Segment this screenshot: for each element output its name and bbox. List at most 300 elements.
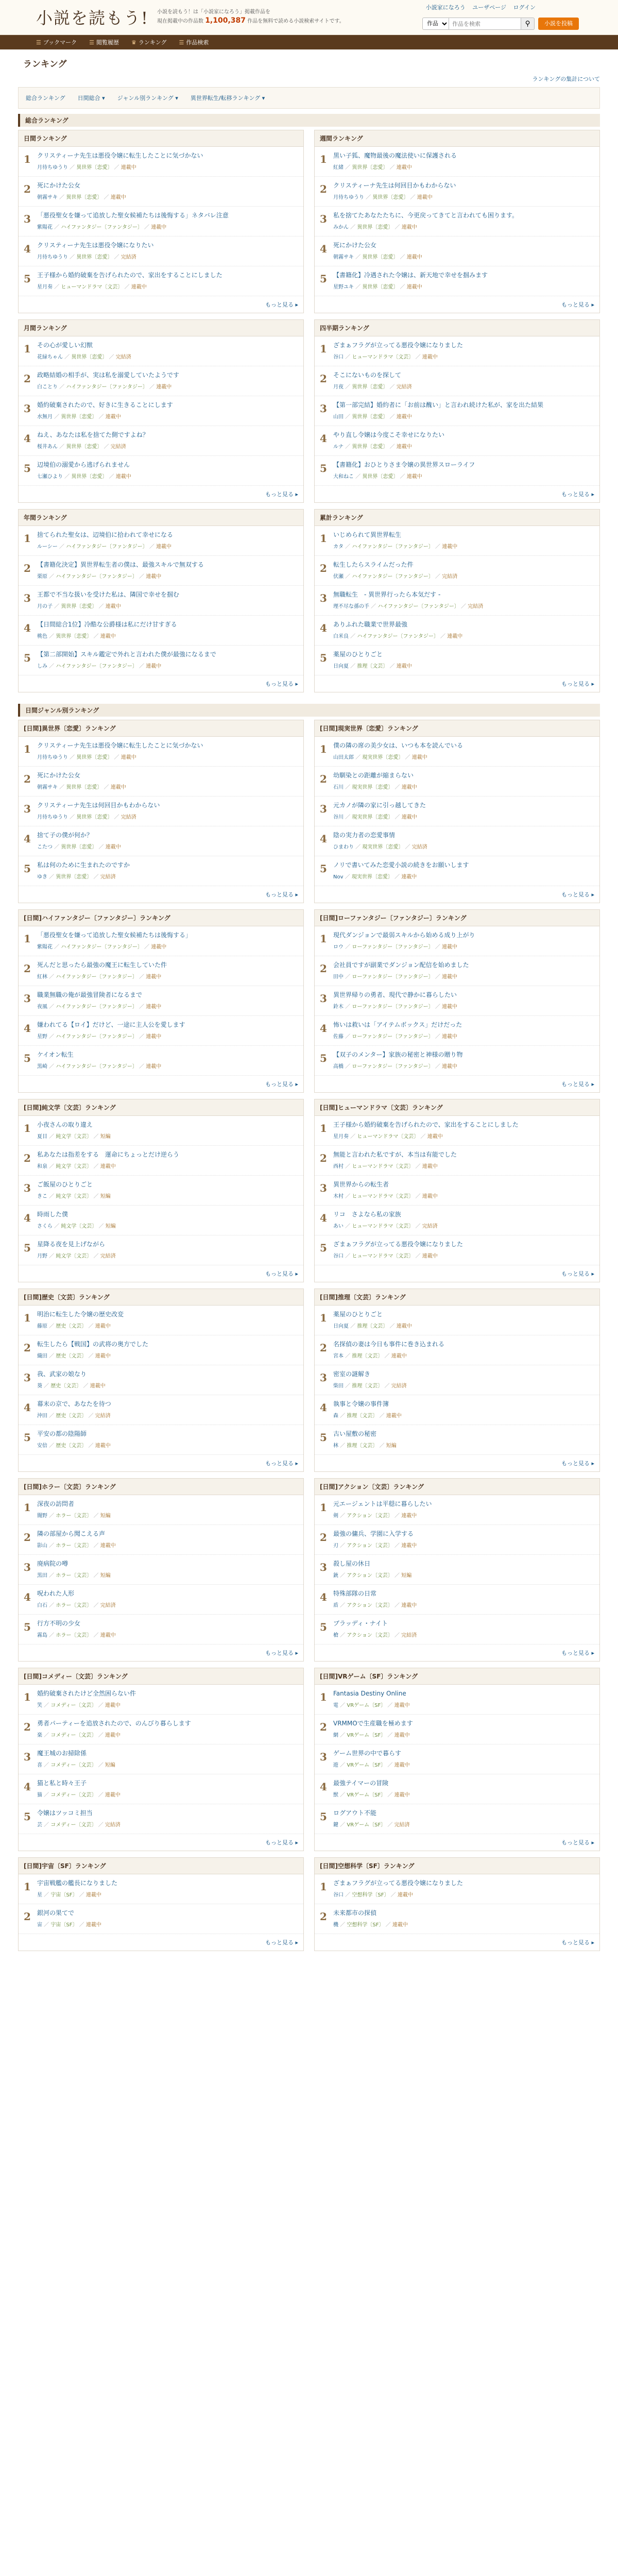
author-link[interactable]: 藤原 [37, 1324, 47, 1329]
more-link[interactable]: もっと見る ▸ [265, 1650, 298, 1656]
novel-title-link[interactable]: 捨てられた聖女は、辺境伯に拾われて幸せになる [37, 531, 174, 538]
author-link[interactable]: 闇野 [37, 1513, 47, 1519]
author-link[interactable]: さくら [37, 1224, 53, 1229]
more-link[interactable]: もっと見る ▸ [561, 891, 594, 898]
author-link[interactable]: 月の子 [37, 604, 53, 609]
author-link[interactable]: 紫陽花 [37, 225, 53, 230]
novel-title-link[interactable]: 捨て子の僕が何か？ [37, 832, 93, 839]
search-button[interactable] [521, 18, 535, 30]
novel-title-link[interactable]: 呪われた人形 [37, 1590, 75, 1597]
novel-title-link[interactable]: 転生したらスライムだった件 [333, 561, 414, 568]
novel-title-link[interactable]: ねえ、あなたは私を捨てた側ですよね？ [37, 431, 149, 438]
novel-title-link[interactable]: 我、武家の娘なり [37, 1370, 87, 1378]
status-label: 連載中 [85, 1892, 101, 1898]
novel-title-link[interactable]: 現代ダンジョンで最弱スキルから始める成り上がり [333, 931, 475, 939]
author-link[interactable]: 星 [37, 1892, 42, 1898]
author-link[interactable]: 山田 [333, 414, 344, 420]
rank-number: 1 [24, 343, 31, 355]
novel-title-link[interactable]: 王都で不当な扱いを受けた私は、隣国で幸せを掴む [37, 591, 180, 598]
author-link[interactable]: 山田太郎 [333, 755, 354, 760]
author-link[interactable]: 笑 [37, 1703, 42, 1708]
author-link[interactable]: ゆき [37, 874, 47, 880]
ranking-item [19, 1335, 303, 1365]
genre-label: ホラー〔文芸〕 [56, 1633, 92, 1638]
author-link[interactable]: みかん [333, 225, 349, 230]
ranking-item-body [333, 241, 594, 261]
novel-title-link[interactable]: 婚約破棄されたけど全然困らない件 [37, 1690, 136, 1697]
rank-number: 5 [320, 1431, 327, 1444]
novel-meta: 盾 ／ アクション〔文芸〕 ／ 連載中 [333, 1603, 417, 1608]
novel-title-link[interactable]: 特殊部隊の日常 [333, 1590, 377, 1597]
rank-number: 4 [24, 1591, 31, 1603]
toplink-userpage[interactable]: ユーザページ [472, 4, 507, 11]
ranking-item [19, 986, 303, 1016]
more-link[interactable]: もっと見る ▸ [265, 681, 298, 687]
nav-bookmark[interactable]: ☰ ブックマーク [36, 39, 77, 46]
novel-title-link[interactable]: 令嬢はツッコミ担当 [37, 1809, 93, 1817]
rank-number: 1 [24, 153, 31, 165]
ranking-box [18, 509, 304, 692]
novel-title-link[interactable]: 明治に転生した令嬢の歴史改変 [37, 1311, 124, 1318]
novel-title-link[interactable]: ノリで書いてみた恋愛小説の続きをお願いします [333, 861, 469, 869]
novel-title-link[interactable]: 元カノが隣の家に引っ越してきた [333, 802, 426, 809]
novel-title-link[interactable]: 無職転生 - 異世界行ったら本気だす - [333, 591, 441, 598]
genre-label: 異世界〔恋愛〕 [76, 755, 113, 760]
novel-title-link[interactable]: 辺境伯の溺愛から逃げられません [37, 461, 130, 468]
novel-title-link[interactable]: 私あなたは指差をする 運命にちょっとだけ逆らう [37, 1151, 180, 1158]
novel-title-link[interactable]: 勇者パーティーを追放されたので、のんびり暮らします [37, 1720, 191, 1727]
ranking-item [19, 266, 303, 296]
novel-title-link[interactable]: いじめられて異世界転生 [333, 531, 402, 538]
ranking-item-body [37, 1150, 298, 1171]
author-link[interactable]: 日向夏 [333, 1324, 349, 1329]
novel-title-link[interactable]: ざまぁフラグが立ってる悪役令嬢になりました [333, 1879, 464, 1887]
novel-title-link[interactable]: 銀河の果てで [37, 1909, 75, 1917]
novel-title-link[interactable]: 僕の隣の席の美少女は、いつも本を読んでいる [333, 742, 464, 749]
author-link[interactable]: 水無月 [37, 414, 53, 420]
author-link[interactable]: 夜風 [37, 1004, 47, 1010]
nav-ranking[interactable]: ♛ ランキング [131, 39, 167, 46]
author-link[interactable]: ロウ [333, 944, 344, 950]
author-link[interactable]: 朝霧サキ [37, 785, 58, 790]
rank-number: 2 [320, 1531, 327, 1544]
author-link[interactable]: 木村 [333, 1194, 344, 1199]
status-label: 連載中 [442, 1064, 458, 1070]
novel-title-link[interactable]: 平安の都の陰陽師 [37, 1430, 87, 1437]
ranking-item [315, 956, 599, 986]
novel-meta: 月夜 ／ 異世界〔恋愛〕 ／ 完結済 [333, 384, 412, 390]
novel-title-link[interactable]: ブラッディ・ナイト [333, 1620, 388, 1627]
novel-title-link[interactable]: 幕末の京で、あなたを待つ [37, 1400, 111, 1408]
genre-label: 異世界〔恋愛〕 [352, 384, 388, 390]
author-link[interactable]: 猫 [37, 1792, 42, 1798]
novel-title-link[interactable]: 王子様から婚約破棄を告げられたので、家出をすることにしました [333, 1121, 519, 1128]
status-label: 連載中 [394, 1703, 410, 1708]
author-link[interactable]: 白米良 [333, 634, 349, 639]
author-link[interactable]: 安倍 [37, 1443, 47, 1449]
novel-title-link[interactable]: 職業無職の俺が最強冒険者になるまで [37, 991, 143, 998]
ranking-item [19, 1804, 303, 1834]
ranking-box [18, 1099, 304, 1282]
novel-title-link[interactable]: 政略結婚の相手が、実は私を溺愛していたようです [37, 371, 180, 379]
author-link[interactable]: 日向夏 [333, 664, 349, 669]
novel-title-link[interactable]: リコ さよなら私の家族 [333, 1211, 401, 1218]
more-link[interactable]: もっと見る ▸ [561, 301, 594, 308]
ranking-box-title: [日間]異世界〔恋愛〕ランキング [19, 720, 303, 737]
filter-overall[interactable]: 総合ランキング [26, 95, 65, 101]
novel-meta: 剣 ／ アクション〔文芸〕 ／ 連載中 [333, 1513, 417, 1519]
novel-title-link[interactable]: 異世界帰りの勇者、現代で静かに暮らしたい [333, 991, 457, 998]
more-link[interactable]: もっと見る ▸ [561, 491, 594, 498]
site-logo[interactable]: 小説を読もう! [36, 8, 149, 28]
genre-label: ヒューマンドラマ〔文芸〕 [352, 354, 414, 360]
novel-title-link[interactable]: 死にかけた公女 [37, 182, 81, 189]
novel-title-link[interactable]: 王子様から婚約破棄を告げられたので、家出をすることにしました [37, 272, 222, 279]
novel-title-link[interactable]: 【第二部開始】スキル鑑定で外れと言われた僕が最強になるまで [37, 651, 216, 658]
novel-title-link[interactable]: 隣の部屋から聞こえる声 [37, 1530, 106, 1537]
novel-title-link[interactable]: 密室の謎解き [333, 1370, 371, 1378]
author-link[interactable]: 石川 [333, 785, 344, 790]
author-link[interactable]: 栗原 [37, 574, 47, 580]
novel-meta: 安倍 ／ 歴史〔文芸〕 ／ 連載中 [37, 1443, 111, 1449]
novel-title-link[interactable]: クリスティーナ先生は何回目かもわからない [333, 182, 456, 189]
more-link[interactable]: もっと見る ▸ [265, 1939, 298, 1946]
more-link[interactable]: もっと見る ▸ [561, 1460, 594, 1467]
novel-title-link[interactable]: 古い屋敷の秘密 [333, 1430, 377, 1437]
novel-title-link[interactable]: 「悪役聖女を嫌って追放した聖女候補たちは後悔する」 [37, 931, 192, 939]
novel-title-link[interactable]: 星降る夜を見上げながら [37, 1241, 106, 1248]
ranking-item [19, 1744, 303, 1774]
author-link[interactable]: 白ことり [37, 384, 58, 390]
status-label: 連載中 [396, 165, 412, 171]
ranking-item [315, 1365, 599, 1395]
genre-label: ヒューマンドラマ〔文芸〕 [352, 1253, 414, 1259]
genre-label: コメディー〔文芸〕 [50, 1822, 97, 1828]
author-link[interactable]: 盾 [333, 1603, 338, 1608]
author-link[interactable]: 霧島 [37, 1633, 47, 1638]
novel-title-link[interactable]: 怖いは救いは「アイテムボックス」だけだった [333, 1021, 462, 1028]
author-link[interactable]: 機 [333, 1922, 338, 1928]
more-link[interactable]: もっと見る ▸ [265, 891, 298, 898]
ranking-item-body [333, 831, 594, 851]
genre-label: VRゲーム〔SF〕 [347, 1792, 386, 1798]
author-link[interactable]: 芸 [37, 1822, 42, 1828]
author-link[interactable]: こたつ [37, 844, 53, 850]
novel-title-link[interactable]: ご飯屋のひとりごと [37, 1181, 93, 1188]
novel-title-link[interactable]: 幼馴染との距離が縮まらない [333, 772, 414, 779]
novel-title-link[interactable]: 異世界からの転生者 [333, 1181, 389, 1188]
more-link[interactable]: もっと見る ▸ [561, 681, 594, 687]
search-input[interactable] [449, 18, 521, 30]
novel-title-link[interactable]: 薬屋のひとりごと [333, 651, 383, 658]
author-link[interactable]: 槍 [333, 1633, 338, 1638]
author-link[interactable]: 電 [333, 1703, 338, 1708]
novel-title-link[interactable]: 魔王城のお掃除係 [37, 1750, 87, 1757]
author-link[interactable]: 黒崎 [37, 1064, 47, 1070]
novel-title-link[interactable]: 薬屋のひとりごと [333, 1311, 383, 1318]
author-link[interactable]: ルーシー [37, 544, 58, 550]
novel-title-link[interactable]: 死にかけた公女 [333, 242, 377, 249]
author-link[interactable]: ひまわり [333, 844, 354, 850]
novel-title-link[interactable]: やり直し令嬢は今度こそ幸せになりたい [333, 431, 445, 438]
novel-title-link[interactable]: 死んだと思ったら最強の魔王に転生していた件 [37, 961, 167, 969]
author-link[interactable]: 夏目 [37, 1134, 47, 1140]
author-link[interactable]: あい [333, 1224, 344, 1229]
author-link[interactable]: Nov [333, 874, 344, 880]
novel-title-link[interactable]: 【第一部完結】婚約者に「お前は醜い」と言われ続けた私が、家を出た結果 [333, 401, 544, 409]
search-type-select[interactable] [422, 18, 449, 30]
more-link[interactable]: もっと見る ▸ [561, 1939, 594, 1946]
novel-title-link[interactable]: 執事と令嬢の事件簿 [333, 1400, 389, 1408]
more-link[interactable]: もっと見る ▸ [561, 1650, 594, 1656]
author-link[interactable]: 宮本 [333, 1353, 344, 1359]
author-link[interactable]: 西村 [333, 1164, 344, 1170]
ranking-item-body [333, 1240, 594, 1260]
more-link[interactable]: もっと見る ▸ [561, 1839, 594, 1846]
author-link[interactable]: 和泉 [37, 1164, 47, 1170]
novel-title-link[interactable]: 【日間総合1位】冷酷な公爵様は私にだけ甘すぎる [37, 621, 177, 628]
ranking-item [315, 1395, 599, 1425]
rank-number: 1 [320, 1501, 327, 1514]
novel-title-link[interactable]: 行方不明の少女 [37, 1620, 81, 1627]
novel-meta: 佐藤 ／ ローファンタジー〔ファンタジー〕 ／ 連載中 [333, 1034, 458, 1040]
ranking-box-title: 累計ランキング [315, 510, 599, 526]
filter-isekai[interactable]: 異世界転生/転移ランキング ▾ [190, 95, 265, 101]
novel-title-link[interactable]: 【書籍化】冷遇された令嬢は、新天地で幸せを掴みます [333, 272, 488, 279]
author-link[interactable]: 紅緒 [333, 165, 344, 171]
ranking-box-title: [日間]現実世界〔恋愛〕ランキング [315, 720, 599, 737]
author-link[interactable]: 織田 [37, 1353, 47, 1359]
novel-title-link[interactable]: 陰の実力者の恋愛事情 [333, 832, 396, 839]
novel-title-link[interactable]: 黒い子狐、魔物最後の魔法使いに保護される [333, 152, 457, 159]
novel-title-link[interactable]: その心が愛しい幻獣 [37, 342, 93, 349]
ranking-item-body [37, 1530, 298, 1550]
novel-meta: 日向夏 ／ 推理〔文芸〕 ／ 連載中 [333, 1324, 412, 1329]
status-label: 連載中 [146, 1064, 162, 1070]
novel-title-link[interactable]: クリスティーナ先生は悪役令嬢に転生したことに気づかない [37, 152, 203, 159]
author-link[interactable]: 月野 [37, 1253, 47, 1259]
novel-title-link[interactable]: 死にかけた公女 [37, 772, 81, 779]
rank-number: 5 [24, 462, 31, 474]
genre-label: ハイファンタジー〔ファンタジー〕 [56, 1034, 138, 1040]
ranking-item-body [333, 1121, 594, 1141]
novel-title-link[interactable]: ケイオン転生 [37, 1051, 74, 1058]
author-link[interactable]: 谷口 [333, 1253, 344, 1259]
author-link[interactable]: 月待ちゆうり [333, 195, 364, 200]
rank-number: 1 [320, 153, 327, 165]
more-row [19, 1645, 303, 1661]
post-novel-button[interactable]: 小説を投稿 [538, 18, 579, 30]
more-link[interactable]: もっと見る ▸ [561, 1081, 594, 1088]
author-link[interactable]: 月待ちゆうり [37, 755, 68, 760]
novel-title-link[interactable]: ゲーム世界の中で暮らす [333, 1750, 402, 1757]
author-link[interactable]: 沖田 [37, 1413, 47, 1419]
filter-daily[interactable]: 日間総合 ▾ [77, 95, 105, 101]
ranking-item-body [37, 991, 298, 1011]
status-label: 連載中 [392, 1922, 408, 1928]
more-link[interactable]: もっと見る ▸ [265, 301, 298, 308]
author-link[interactable]: カタ [333, 544, 344, 550]
author-link[interactable]: 葵 [37, 1383, 42, 1389]
novel-title-link[interactable]: 嫌われてる【ロイ】だけど、一途に主人公を愛します [37, 1021, 185, 1028]
author-link[interactable]: 桜井あん [37, 444, 58, 450]
genre-label: 現実世界〔恋愛〕 [352, 815, 393, 820]
novel-title-link[interactable]: 【書籍化】おひとりさま令嬢の異世界スローライフ [333, 461, 475, 468]
author-link[interactable]: 朝霧サキ [333, 255, 354, 260]
author-link[interactable]: 柴田 [333, 1383, 344, 1389]
novel-title-link[interactable]: 最強テイマーの冒険 [333, 1780, 389, 1787]
more-link[interactable]: もっと見る ▸ [265, 1460, 298, 1467]
author-link[interactable]: 森 [333, 1413, 338, 1419]
status-label: 連載中 [90, 1383, 106, 1389]
more-link[interactable]: もっと見る ▸ [265, 1270, 298, 1277]
author-link[interactable]: 黒田 [37, 1573, 47, 1579]
author-link[interactable]: 月待ちゆうり [37, 165, 68, 171]
author-link[interactable]: 高橋 [333, 1064, 344, 1070]
author-link[interactable]: しみ [37, 664, 47, 669]
author-link[interactable]: 星野 [37, 1034, 47, 1040]
genre-label: 歴史〔文芸〕 [50, 1383, 82, 1389]
status-label: 連載中 [422, 1253, 438, 1259]
more-link[interactable]: もっと見る ▸ [561, 1270, 594, 1277]
novel-title-link[interactable]: 名探偵の妻は今日も事件に巻き込まれる [333, 1341, 445, 1348]
author-link[interactable]: 花緑ちゃん [37, 354, 63, 360]
author-link[interactable]: 朝霧サキ [37, 195, 58, 200]
author-link[interactable]: 星月奏 [37, 284, 53, 290]
author-link[interactable]: 紅林 [37, 974, 47, 980]
ranking-about-link[interactable]: ランキングの集計について [532, 76, 600, 82]
novel-title-link[interactable]: 時雨した僕 [37, 1211, 68, 1218]
rank-number: 4 [24, 243, 31, 255]
author-link[interactable]: 林 [333, 1443, 338, 1449]
author-link[interactable]: 大和ねこ [333, 474, 354, 480]
author-link[interactable]: 星野ユキ [333, 284, 354, 290]
novel-title-link[interactable]: ログアウト不能 [333, 1809, 377, 1817]
nav-history[interactable]: ☰ 閲覧履歴 [89, 39, 119, 46]
author-link[interactable]: 谷口 [333, 1892, 344, 1898]
author-link[interactable]: 影山 [37, 1543, 47, 1549]
ranking-item [19, 1116, 303, 1146]
author-link[interactable]: 白石 [37, 1603, 47, 1608]
genre-label: 推理〔文芸〕 [357, 1324, 388, 1329]
ranking-box-title: [日間]ローファンタジー〔ファンタジー〕ランキング [315, 910, 599, 926]
novel-title-link[interactable]: 私を捨てたあなたたちに、今更戻ってきてと言われても困ります。 [333, 212, 519, 219]
author-link[interactable]: 七瀬ひより [37, 474, 63, 480]
author-link[interactable]: 剣 [333, 1513, 338, 1519]
novel-title-link[interactable]: Fantasia Destiny Online [333, 1690, 406, 1697]
novel-title-link[interactable]: VRMMOで生産職を極めます [333, 1720, 413, 1727]
author-link[interactable]: 谷口 [333, 354, 344, 360]
novel-title-link[interactable]: クリスティーナ先生は悪役令嬢に転生したことに気づかない [37, 742, 203, 749]
author-link[interactable]: 月待ちゆうり [37, 815, 68, 820]
status-label: 連載中 [100, 634, 116, 639]
status-label: 連載中 [442, 944, 458, 950]
novel-title-link[interactable]: 【書籍化決定】異世界転生者の僕は、最強スキルで無双する [37, 561, 204, 568]
ranking-item [19, 796, 303, 826]
novel-title-link[interactable]: 会社員ですが副業でダンジョン配信を始めました [333, 961, 469, 969]
novel-title-link[interactable]: 無能と言われた私ですが、本当は有能でした [333, 1151, 457, 1158]
more-link[interactable]: もっと見る ▸ [265, 491, 298, 498]
author-link[interactable]: 理不尽な孫の手 [333, 604, 369, 609]
status-label: 連載中 [100, 1543, 116, 1549]
novel-title-link[interactable]: ありふれた職業で世界最強 [333, 621, 408, 628]
novel-title-link[interactable]: 婚約破棄されたので、好きに生きることにします [37, 401, 173, 409]
novel-title-link[interactable]: 【双子のメンター】家族の秘密と神様の贈り物 [333, 1051, 463, 1058]
novel-title-link[interactable]: そこにないものを探して [333, 371, 402, 379]
ranking-item [315, 796, 599, 826]
author-link[interactable]: ルナ [333, 444, 344, 450]
toplink-login[interactable]: ログイン [513, 4, 536, 11]
rank-number: 4 [320, 1212, 327, 1224]
author-link[interactable]: 銃 [333, 1573, 338, 1579]
author-link[interactable]: 紫陽花 [37, 944, 53, 950]
novel-title-link[interactable]: 宇宙戦艦の艦長になりました [37, 1879, 118, 1887]
author-link[interactable]: 鈴木 [333, 1004, 344, 1010]
author-link[interactable]: 刃 [333, 1543, 338, 1549]
novel-title-link[interactable]: ざまぁフラグが立ってる悪役令嬢になりました [333, 1241, 464, 1248]
novel-title-link[interactable]: 深夜の訪問者 [37, 1500, 75, 1507]
more-link[interactable]: もっと見る ▸ [265, 1839, 298, 1846]
novel-title-link[interactable]: 「悪役聖女を嫌って追放した聖女候補たちは後悔する」ネタバレ注意 [37, 212, 229, 219]
site-catchphrase [157, 8, 345, 26]
novel-title-link[interactable]: 殺し屋の休日 [333, 1560, 371, 1567]
ranking-item-body [333, 1021, 594, 1041]
author-link[interactable]: 獣 [333, 1792, 338, 1798]
author-link[interactable]: 佐藤 [333, 1034, 344, 1040]
novel-title-link[interactable]: 元エージェントは平穏に暮らしたい [333, 1500, 432, 1507]
author-link[interactable]: 星月奏 [333, 1134, 349, 1140]
author-link[interactable]: 月夜 [333, 384, 344, 390]
novel-title-link[interactable]: クリスティーナ先生は何回目かもわからない [37, 802, 160, 809]
genre-label: ヒューマンドラマ〔文芸〕 [352, 1164, 414, 1170]
novel-meta: 朝霧サキ ／ 異世界〔恋愛〕 ／ 連載中 [37, 195, 126, 200]
author-link[interactable]: 桃色 [37, 634, 47, 639]
novel-title-link[interactable]: 最強の傭兵、学園に入学する [333, 1530, 414, 1537]
author-link[interactable]: 遊 [333, 1762, 338, 1768]
novel-title-link[interactable]: 猫と私と時々王子 [37, 1780, 87, 1787]
rank-number: 2 [320, 1152, 327, 1164]
novel-title-link[interactable]: 小夜さんの取り違え [37, 1121, 93, 1128]
ranking-item-body [37, 1749, 298, 1769]
author-link[interactable]: 楽 [37, 1733, 42, 1738]
author-link[interactable]: 網 [333, 1733, 338, 1738]
genre-label: コメディー〔文芸〕 [50, 1733, 97, 1738]
toplink-narou[interactable]: 小説家になろう [425, 4, 466, 11]
novel-title-link[interactable]: 私は何のために生まれたのですか [37, 861, 130, 869]
novel-title-link[interactable]: ざまぁフラグが立ってる悪役令嬢になりました [333, 342, 464, 349]
author-link[interactable]: 鍵 [333, 1822, 338, 1828]
author-link[interactable]: きこ [37, 1194, 47, 1199]
ranking-box-title: 日間ランキング [19, 130, 303, 147]
author-link[interactable]: 田中 [333, 974, 344, 980]
author-link[interactable]: 谷川 [333, 815, 344, 820]
novel-title-link[interactable]: 未来都市の探偵 [333, 1909, 377, 1917]
author-link[interactable]: 伏瀬 [333, 574, 344, 580]
novel-title-link[interactable]: 転生したら【戦国】の武将の奥方でした [37, 1341, 149, 1348]
author-link[interactable]: 宙 [37, 1922, 42, 1928]
more-link[interactable]: もっと見る ▸ [265, 1081, 298, 1088]
rank-number: 5 [320, 1621, 327, 1633]
status-label: 連載中 [422, 354, 438, 360]
more-row [315, 486, 599, 502]
novel-meta: 伏瀬 ／ ハイファンタジー〔ファンタジー〕 ／ 完結済 [333, 574, 458, 580]
author-link[interactable]: 月待ちゆうり [37, 255, 68, 260]
filter-genre[interactable]: ジャンル別ランキング ▾ [117, 95, 178, 101]
author-link[interactable]: 喜 [37, 1762, 42, 1768]
novel-title-link[interactable]: クリスティーナ先生は悪役令嬢になりたい [37, 242, 154, 249]
nav-search[interactable]: ☰ 作品検索 [179, 39, 209, 46]
novel-title-link[interactable]: 廃病院の噂 [37, 1560, 68, 1567]
